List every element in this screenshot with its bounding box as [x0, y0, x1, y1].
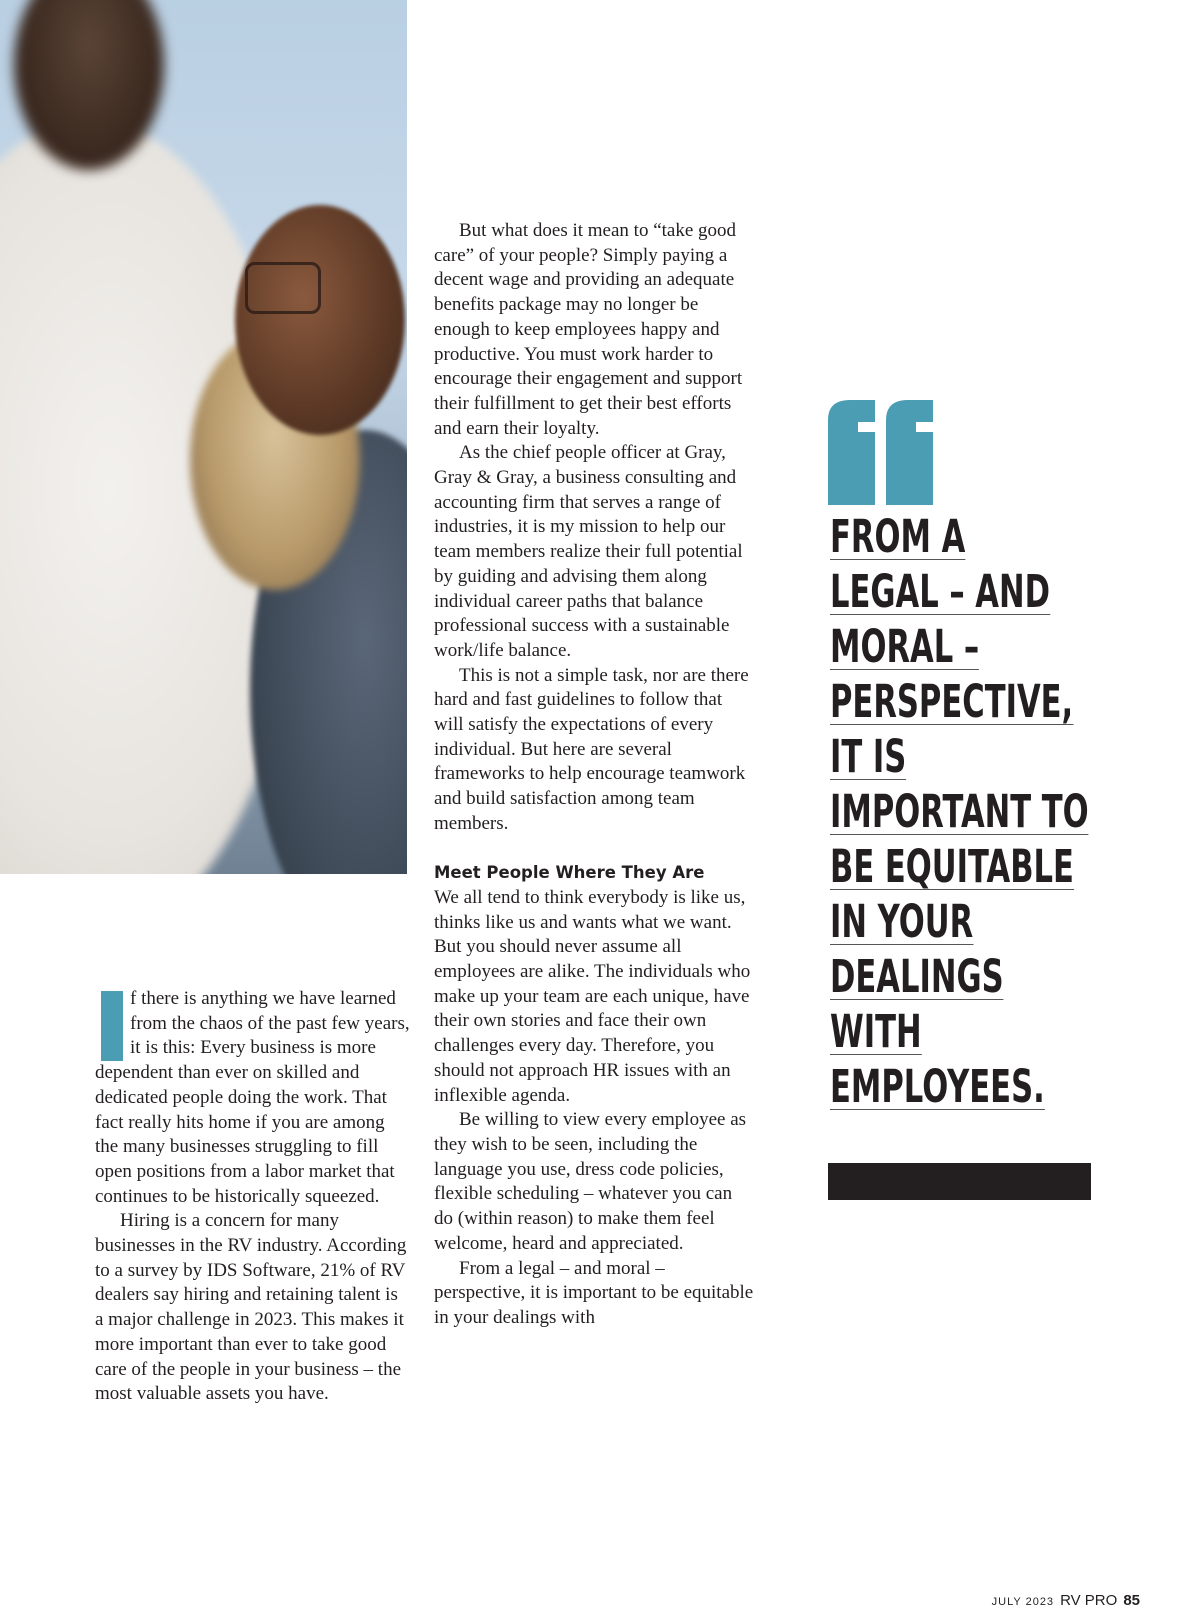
decorative-bar: [828, 1163, 1091, 1200]
middle-column: [434, 219, 754, 1331]
body-paragraph: Be willing to view every employee as they wish to be seen, including the language you use, dress code policies, flexible scheduling – whatever you can do (within reason) to make them feel welcome, heard and appreciated.: [434, 1109, 747, 1254]
pull-quote-line: DEALINGS: [830, 950, 1004, 1003]
body-paragraph: As the chief people officer at Gray, Gray & Gray, a business consulting and accounting firm that serves a range of industries, it is my mission to help our team members realize their full potential by guiding and advising them along individual career paths that balance professional success with a sustainable work/life balance.: [434, 442, 743, 661]
left-column: [95, 987, 410, 1407]
pull-quote-line: PERSPECTIVE,: [830, 675, 1074, 728]
body-paragraph: Hiring is a concern for many businesses in the RV industry. According to a survey by IDS Software, 21% of RV dealers say hiring and retaining talent is a major challenge in 2023. This makes it more important than ever to take good care of the people in your business – the most valuable assets you have.: [95, 1210, 407, 1405]
body-paragraph: We all tend to think everybody is like us, thinks like us and wants what we want. But you should never assume all employees are alike. The individuals who make up your team are each unique, have their own stories and face their own challenges every day. Therefore, you should not approach HR issues with an inflexible agenda.: [434, 886, 751, 1106]
page-number: 85: [1123, 1592, 1140, 1609]
body-paragraph: But what does it mean to “take good care” of your people? Simply paying a decent wage and providing an adequate benefits package may no longer be enough to keep employees happy and productive. You must work harder to encourage their engagement and support their fulfillment to get their best efforts and earn their loyalty.: [434, 220, 743, 439]
body-paragraph: From a legal – and moral – perspective, it is important to be equitable in your dealings with: [434, 1257, 754, 1328]
quote-mark-icon: [828, 400, 938, 505]
pull-quote-line: MORAL –: [830, 620, 980, 673]
body-paragraph: f there is anything we have learned from the chaos of the past few years, it is this: Every business is more dependent than ever on skilled and dedicated people doing the work. That fact really hits home if you are among the many businesses struggling to fill open positions from a labor market that continues to be historically squeezed.: [95, 988, 410, 1207]
pull-quote-line: IMPORTANT TO: [830, 785, 1089, 838]
drop-cap: I: [101, 991, 123, 1061]
issue-date: JULY 2023: [991, 1596, 1055, 1608]
photo-figure-smiling-man: [235, 205, 405, 435]
pull-quote-line: WITH: [830, 1005, 922, 1058]
photo-glasses: [245, 262, 321, 314]
pull-quote-line: IN YOUR: [830, 895, 974, 948]
article-photo: [0, 0, 407, 874]
pull-quote-line: IT IS: [830, 730, 907, 783]
body-paragraph: This is not a simple task, nor are there hard and fast guidelines to follow that will satisfy the expectations of every individual. But here are several frameworks to help encourage teamwork and build satisfaction among team members.: [434, 664, 749, 834]
pull-quote-line: FROM A: [830, 510, 966, 563]
section-subhead: Meet People Where They Are: [434, 863, 705, 883]
opening-paragraph-wrap: [95, 987, 410, 1209]
pull-quote-line: EMPLOYEES.: [830, 1060, 1045, 1113]
pull-quote: [830, 510, 1100, 1120]
pull-quote-line: LEGAL – AND: [830, 565, 1051, 618]
pull-quote-line: BE EQUITABLE: [830, 840, 1074, 893]
publication-name: RV PRO: [1060, 1592, 1118, 1609]
